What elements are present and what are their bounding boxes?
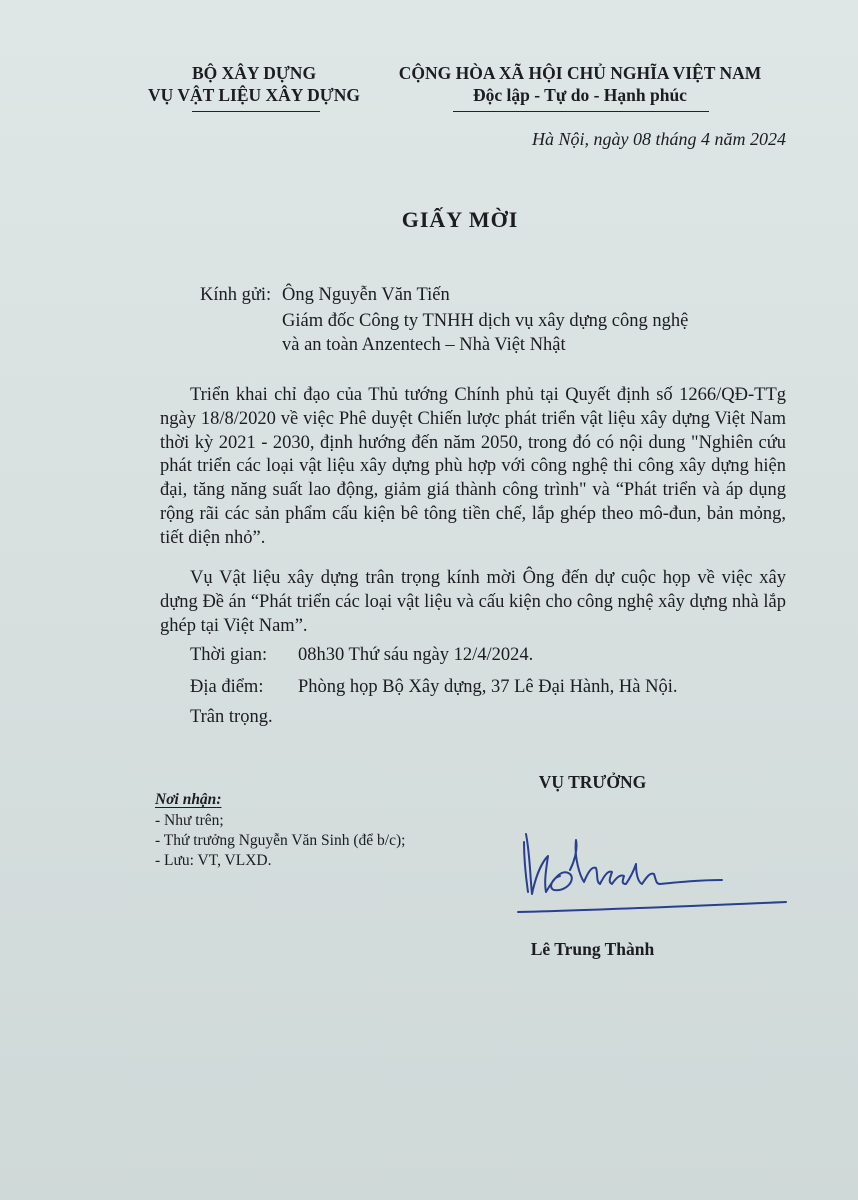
ministry-name: BỘ XÂY DỰNG	[191, 63, 317, 83]
closing-phrase: Trân trọng.	[190, 707, 273, 727]
signer-name: Lê Trung Thành	[530, 939, 655, 959]
meeting-time-value: 08h30 Thứ sáu ngày 12/4/2024.	[298, 645, 534, 665]
meeting-place-value: Phòng họp Bộ Xây dựng, 37 Lê Đại Hành, Hà Nội.	[298, 677, 678, 697]
signer-title: VỤ TRƯỞNG	[538, 772, 647, 792]
addressee-company: và an toàn Anzentech – Nhà Việt Nhật	[282, 335, 566, 355]
recipient-item: - Như trên;	[155, 812, 224, 829]
national-heading	[380, 62, 780, 106]
handwritten-signature	[510, 820, 790, 920]
department-name: VỤ VẬT LIỆU XÂY DỰNG	[148, 85, 360, 105]
issue-date: Hà Nội, ngày 08 tháng 4 năm 2024	[532, 129, 786, 149]
body-paragraph-1: Triển khai chỉ đạo của Thủ tướng Chính phủ tại Quyết định số 1266/QĐ-TTg ngày 18/8/2020 về việc Phê duyệt Chiến lược phát triển vật liệu xây dựng Việt Nam thời kỳ 2021 - 2030, định hướng đến năm 2050, trong đó có nội dung "Nghiên cứu phát triển các loại vật liệu xây dựng phù hợp với công nghệ thi công xây dựng hiện đại, tăng năng suất lao động, giảm giá thành công trình" và “Phát triển và áp dụng rộng rãi các sản phẩm cấu kiện bê tông tiền chế, lắp ghép theo mô-đun, bản mỏng, tiết diện nhỏ”.	[160, 385, 786, 548]
body-paragraph-2: Vụ Vật liệu xây dựng trân trọng kính mời Ông đến dự cuộc họp về việc xây dựng Đề án “Phát triển các loại vật liệu và cấu kiện cho công nghệ xây dựng nhà lắp ghép tại Việt Nam”.	[160, 568, 786, 636]
addressee-position: Giám đốc Công ty TNHH dịch vụ xây dựng công nghệ	[282, 311, 689, 331]
meeting-time-label: Thời gian:	[190, 645, 268, 665]
recipient-item: - Thứ trưởng Nguyễn Văn Sinh (để b/c);	[155, 832, 406, 849]
meeting-place-label: Địa điểm:	[190, 677, 264, 697]
addressee-label: Kính gửi:	[200, 285, 272, 305]
recipient-item: - Lưu: VT, VLXD.	[155, 852, 272, 869]
document-title: GIẤY MỜI	[401, 207, 519, 232]
agency-underline	[192, 111, 320, 112]
addressee-name: Ông Nguyễn Văn Tiến	[282, 285, 450, 305]
issuing-agency	[130, 62, 378, 106]
national-motto: Độc lập - Tự do - Hạnh phúc	[473, 85, 687, 105]
recipients-heading: Nơi nhận:	[155, 791, 222, 808]
motto-underline	[453, 111, 709, 112]
country-name: CỘNG HÒA XÃ HỘI CHỦ NGHĨA VIỆT NAM	[398, 63, 762, 83]
